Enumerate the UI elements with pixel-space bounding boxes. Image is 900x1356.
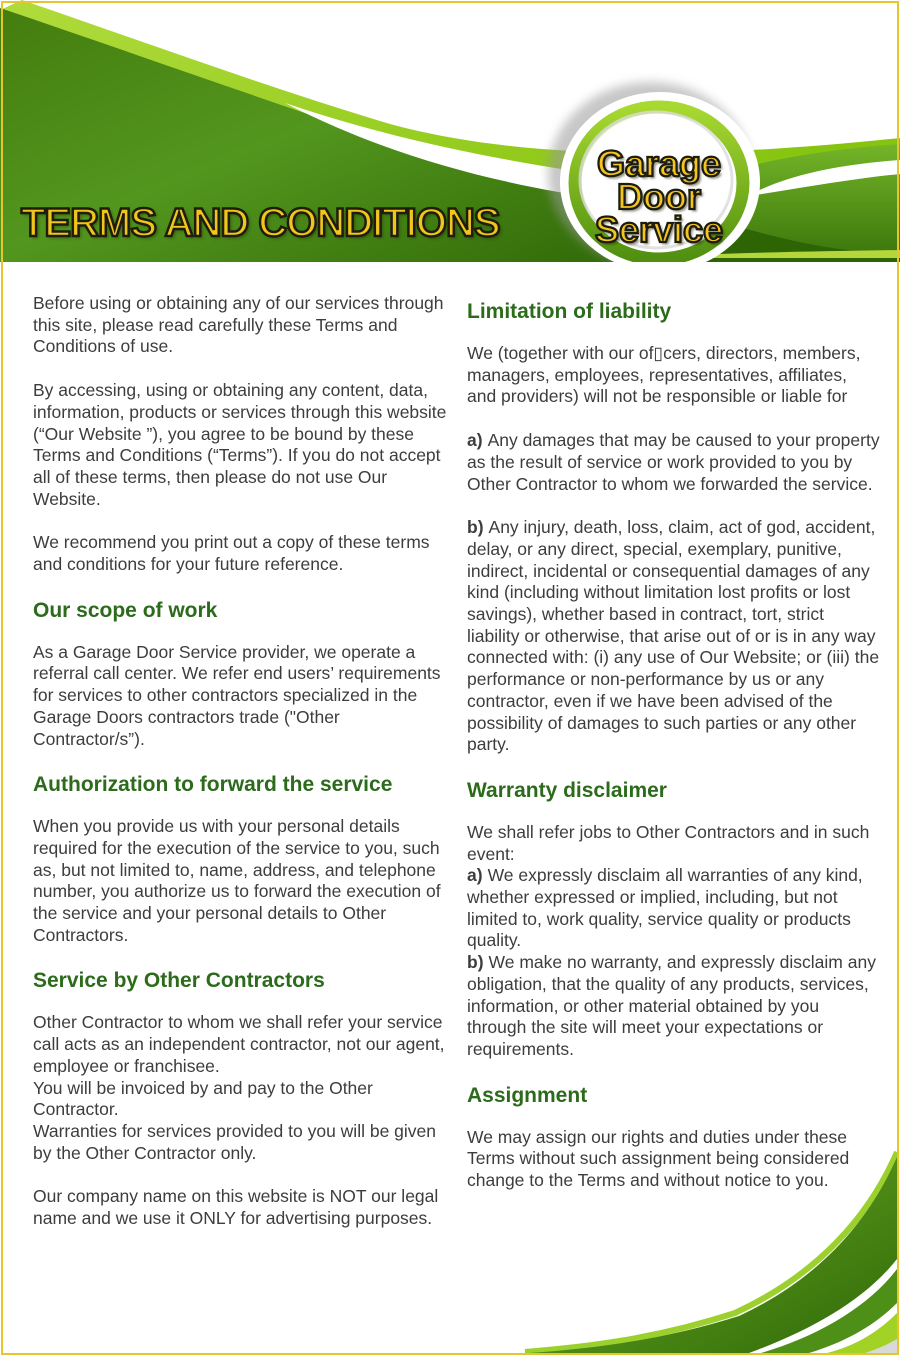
item-b-label: b)	[467, 517, 484, 538]
service-heading: Service by Other Contractors	[33, 969, 325, 993]
service-line-2: You will be invoiced by and pay to the Other Contractor.	[33, 1077, 373, 1120]
item-a-label: a)	[467, 430, 483, 451]
service-line-3: Warranties for services provided to you will be given by the Other Contractor only.	[33, 1120, 436, 1163]
assignment-paragraph: We may assign our rights and duties under these Terms without such assignment being considered change to the Terms and without notice to you.	[467, 1126, 850, 1191]
warranty-paragraph	[467, 822, 881, 1061]
scope-paragraph: As a Garage Door Service provider, we operate a referral call center. We refer end users’ requirements for services to other contractors specialized in the Garage Doors contractors trade ("Other Contractor/s”).	[33, 641, 441, 749]
right-column	[467, 293, 881, 1214]
warranty-item-b	[467, 952, 881, 1061]
liability-paragraph: We (together with our of▯cers, directors, members, managers, employees, representatives, affiliates, and providers) will not be responsible or liable for	[467, 343, 861, 407]
intro-paragraph-2: By accessing, using or obtaining any content, data, information, products or services through this website (“Our Website ”), you agree to be bound by these Terms and Conditions (“Terms”). If you do not accept all of these terms, then please do not use Our Website.	[33, 380, 447, 509]
page-title: TERMS AND CONDITIONS	[21, 201, 500, 245]
liability-item-b	[467, 517, 881, 756]
warranty-b-label: b)	[467, 952, 484, 973]
warranty-heading: Warranty disclaimer	[467, 778, 667, 802]
intro-paragraph-3: We recommend you print out a copy of these terms and conditions for your future reference.	[33, 532, 430, 575]
service-paragraph	[33, 1012, 449, 1164]
company-name-paragraph: Our company name on this website is NOT our legal name and we use it ONLY for advertising purposes.	[33, 1186, 439, 1229]
badge-line-1: Garage	[596, 143, 722, 184]
scope-heading: Our scope of work	[33, 598, 218, 622]
authorization-heading: Authorization to forward the service	[33, 773, 393, 797]
left-column	[33, 293, 449, 1252]
intro-paragraph-1: Before using or obtaining any of our services through this site, please read carefully these Terms and Conditions of use.	[33, 293, 444, 357]
warranty-item-a	[467, 865, 881, 952]
service-line-1: Other Contractor to whom we shall refer your service call acts as an independent contractor, not our agent, employee or franchisee.	[33, 1012, 445, 1076]
badge-line-3: Service	[594, 209, 724, 250]
liability-heading: Limitation of liability	[467, 300, 672, 323]
liability-item-a	[467, 430, 881, 495]
warranty-a-text: We expressly disclaim all warranties of any kind, whether expressed or implied, including, but not limited to, work quality, service quality or products quality.	[467, 865, 863, 951]
item-a-text: Any damages that may be caused to your property as the result of service or work provided to you by Other Contractor to whom we forwarded the service.	[467, 430, 880, 494]
warranty-b-text: We make no warranty, and expressly disclaim any obligation, that the quality of any products, services, information, or other material obtained by you through the site will meet your expectations or requirements.	[467, 952, 876, 1059]
item-b-text: Any injury, death, loss, claim, act of god, accident, delay, or any direct, special, exemplary, punitive, indirect, incidental or consequential damages of any kind (including without limitation lost profits or lost savings), whether based in contract, tort, strict liability or otherwise, that arise out of or is in any way connected with: (i) any use of Our Website; or (iii) the performance or non-performance by us or any contractor, even if we have been advised of the possibility of damages to such parties or any other party.	[467, 517, 880, 755]
badge-line-2: Door	[617, 176, 701, 217]
brand-badge	[554, 143, 764, 250]
warranty-a-label: a)	[467, 865, 483, 886]
authorization-paragraph: When you provide us with your personal details required for the execution of the service to you, such as, but not limited to, name, address, and telephone number, you authorize us to forward the execution of the service and your personal details to Other Contractors.	[33, 816, 441, 945]
warranty-intro: We shall refer jobs to Other Contractors and in such event:	[467, 821, 870, 864]
assignment-heading: Assignment	[467, 1083, 588, 1107]
